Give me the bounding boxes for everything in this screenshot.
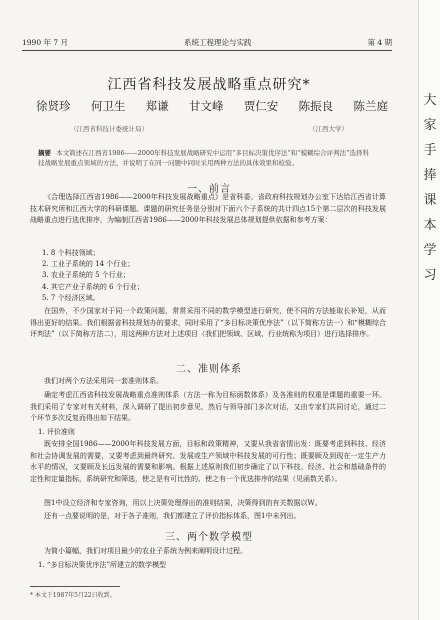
author-list xyxy=(36,98,388,114)
author: 陈振良 xyxy=(298,99,334,113)
author: 何卫生 xyxy=(90,99,126,113)
paragraph: 还有一点要说明的是，对于各子准则，我们都建立了评价指标体系，图1中未列出。 xyxy=(44,512,301,520)
paragraph: 为简小篇幅，我们对项目最少的农业子系统为例来阐明设计过程。 xyxy=(44,547,247,555)
affiliations xyxy=(70,124,348,133)
section-heading-criteria: 二、准则体系 xyxy=(176,364,242,375)
author: 贾仁安 xyxy=(243,99,279,113)
section-heading-intro: 一、前言 xyxy=(187,184,231,195)
list-item: 3. 农业子系统的 5 个行业； xyxy=(42,271,130,280)
affiliation: （江西省科技计委统计局） xyxy=(70,125,148,133)
header-issue: 第 4 期 xyxy=(367,37,392,47)
paper-title: 江西省科技发展战略重点研究* xyxy=(107,77,311,93)
running-head xyxy=(22,36,392,51)
author: 徐贤珍 xyxy=(36,99,71,113)
header-journal: 系统工程理论与实践 xyxy=(183,37,252,47)
project-list xyxy=(42,248,378,304)
list-item: 4. 其它产业子系统的 6 个行业； xyxy=(42,282,144,291)
list-item: 5. 7 个经济区域。 xyxy=(42,293,100,302)
paragraph: 既安排全国1986——2000年科技发展方面，目标和政策精神，又要从我省省情出发：既要考虑到科技、经济和社会协调发展的需要，又要考虑到最终研究、发展或生产领域中科技发展的可行性；既要顾及到现在一定生产力水平的情况，又要顾及长远发展的需要和影响。根据上述原则我们初步确定了以下科技、经济、社会和基础条件的定性和定量指标，系统研究和筛选，使之是有可比性的、使之有一个优选排序的结果（见函数关系）。 xyxy=(30,440,386,483)
list-item: 2. 工业子系统的 14 个行业； xyxy=(42,260,135,269)
footnote: * 本文于1987年5月22日收到。 xyxy=(30,592,116,599)
author: 陈兰庭 xyxy=(353,99,388,113)
paragraph: 《合理选择江西省1986——2000年科技发展战略重点》是省科委、省政府科技规划办公室下达给江西省计算技术研究所和江西大学的科研课题。课题的研究任务是分别对下面六个子系统的共计四点15个第二层次的科技发展战略重点进行选优排序，为编制江西省1986——2000年科技发展总体规划提供依据和参考方案： xyxy=(30,193,386,225)
paragraph: 确定考虑江西省科技发展战略重点准则体系（方法一称为目标函数体系）及各准则的权重是课题的重要一环。我们采用了专家对有关材料，深入调研了提出初步意见，然后与领导部门多次对话，又由专家们共同讨论，通过二个环节多次反复而得出如下结果。 xyxy=(30,391,386,423)
abstract-text: 本文简述在江西省1986——2000年科技发展战略研究中运用“多目标决策优序法”和“模糊综合评判法”选择科技战略发展重点领域的方法，并说明了在同一问题中同时采用两种方法的具体效果和检验。 xyxy=(38,149,369,167)
handwritten-margin-strip xyxy=(418,0,440,620)
section-heading-models: 三、两个数学模型 xyxy=(165,532,253,543)
margin-handwriting: 大 家 手 捧 课 本 学 习 xyxy=(423,93,437,283)
subheading: 1. 评价准则 xyxy=(38,428,75,436)
author: 郑谦 xyxy=(145,99,169,113)
paragraph: 图1中设立经济和专家咨询，用以上决策处理得出的准则结果，决策得到的有关数据以W。 xyxy=(44,499,322,507)
affiliation: （江西大学） xyxy=(309,125,348,133)
footnote-divider xyxy=(30,586,120,587)
paragraph: 我们对两个方法采用同一套准则体系。 xyxy=(44,377,163,385)
header-date: 1990 年 7 月 xyxy=(22,37,69,47)
author: 甘文峰 xyxy=(188,99,224,113)
list-item: 1. 8 个科技领域； xyxy=(42,249,100,257)
abstract xyxy=(38,148,374,168)
paragraph: 在国外，不少国家对于同一个政策问题，常常采用不同的数学模型进行研究，使不同的方法能取长补短，从而得出更好的结果。我们根据省科技规划办的要求，同时采用了“多目标决策优序法”（以下简称方法一）和“模糊综合评判法”（以下简称方法二），用这两种方法对上述项目（我们把领域、区域、行业统称为项目）进行选择排序。 xyxy=(30,307,386,339)
abstract-label: 摘要 xyxy=(38,149,51,157)
subheading: 1. “多目标决策优序法”所建立的数学模型 xyxy=(38,561,167,569)
